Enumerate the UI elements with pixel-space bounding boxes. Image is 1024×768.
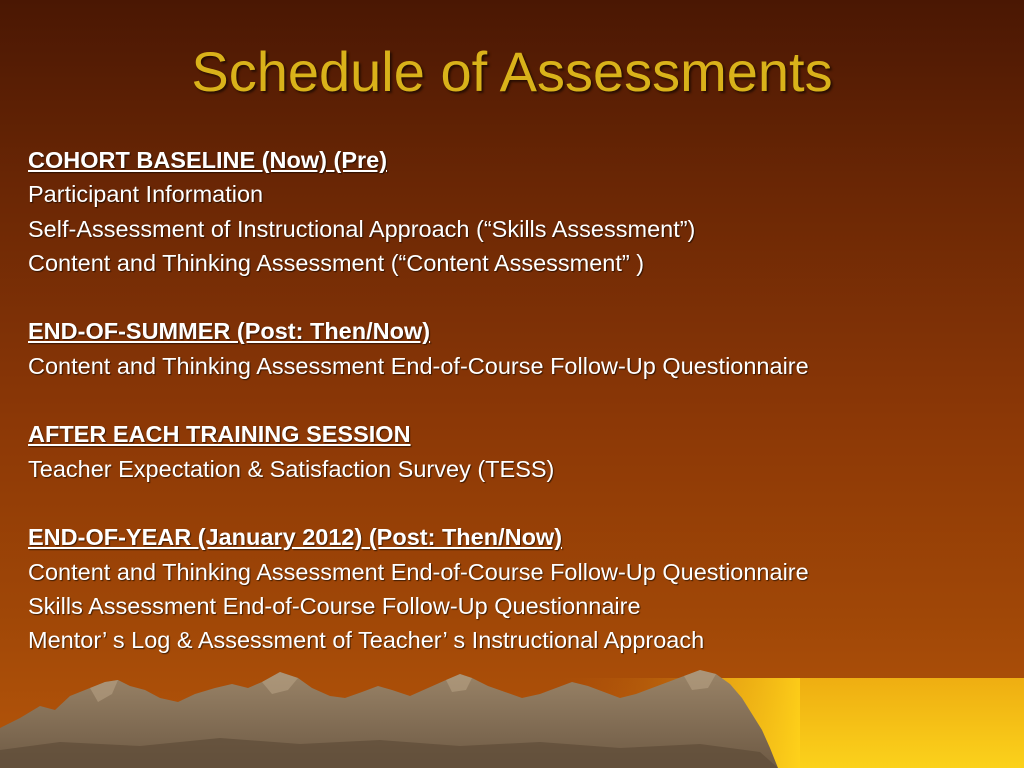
list-item: Teacher Expectation & Satisfaction Survey (TESS)	[28, 455, 555, 482]
section-heading-after-each-training-session: AFTER EACH TRAINING SESSION	[28, 421, 411, 448]
list-item: Content and Thinking Assessment End-of-Course Follow-Up Questionnaire	[28, 558, 809, 585]
section-heading-end-of-summer: END-OF-SUMMER (Post: Then/Now)	[28, 318, 431, 345]
list-item: Self-Assessment of Instructional Approach (“Skills Assessment”)	[28, 215, 696, 242]
list-item: Content and Thinking Assessment (“Content Assessment” )	[28, 249, 645, 276]
list-item: Participant Information	[28, 181, 264, 208]
slide-title: Schedule of Assessments	[191, 40, 833, 103]
list-item: Content and Thinking Assessment End-of-Course Follow-Up Questionnaire	[28, 352, 809, 379]
spacer	[28, 280, 1008, 314]
spacer	[28, 383, 1008, 417]
section-heading-cohort-baseline: COHORT BASELINE (Now) (Pre)	[28, 147, 388, 173]
slide-body	[28, 143, 1008, 657]
list-item: Skills Assessment End-of-Course Follow-Up Questionnaire	[28, 592, 641, 619]
spacer	[28, 486, 1008, 520]
list-item: Mentor’ s Log & Assessment of Teacher’ s Instructional Approach	[28, 627, 705, 654]
mountain-landscape-graphic	[0, 658, 1024, 768]
section-heading-end-of-year: END-OF-YEAR (January 2012) (Post: Then/Now)	[28, 524, 563, 551]
